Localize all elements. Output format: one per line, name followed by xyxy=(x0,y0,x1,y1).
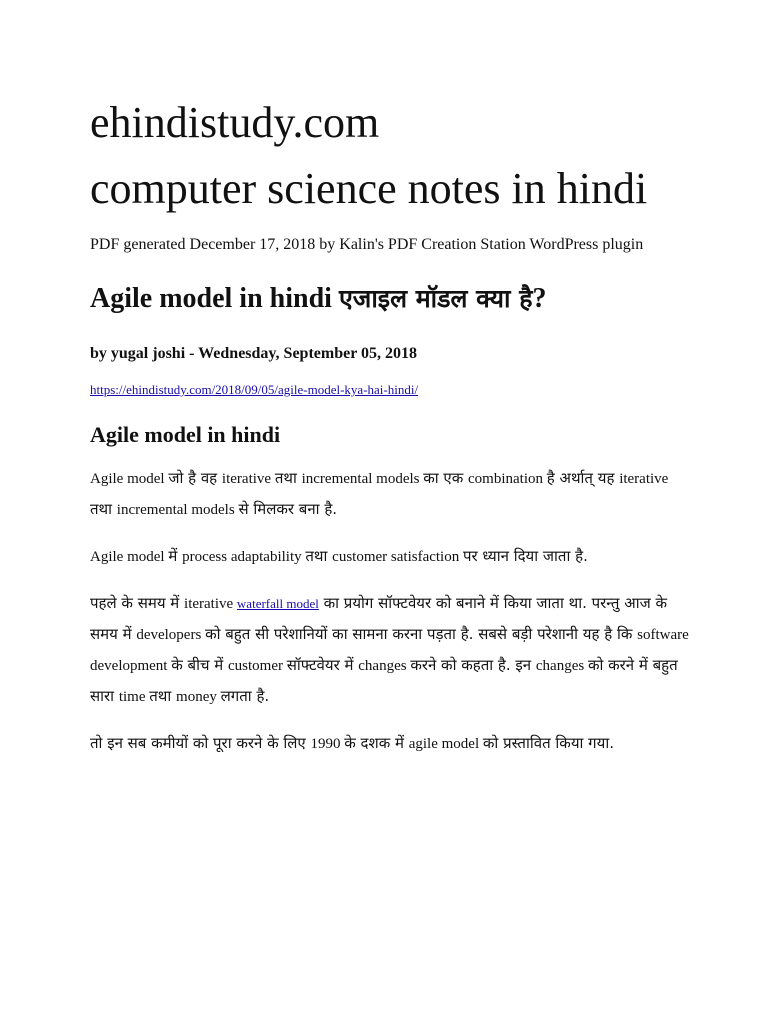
p3-text: time xyxy=(118,689,150,705)
p3-text: पहले के समय में xyxy=(90,594,185,612)
document-page xyxy=(90,96,690,759)
paragraph-2 xyxy=(90,541,690,572)
p1-text: तथा xyxy=(90,500,117,518)
p1-text: Agile model xyxy=(90,471,169,487)
p3-text: करने को कहता है. इन xyxy=(410,656,536,674)
article-title-mark: ? xyxy=(532,283,547,314)
p2-text: पर ध्यान दिया जाता है. xyxy=(462,547,588,565)
p3-text: developers xyxy=(136,627,206,643)
p3-text: लगता है. xyxy=(220,687,270,705)
paragraph-1 xyxy=(90,463,690,525)
source-url-link[interactable]: https://ehindistudy.com/2018/09/05/agile-model-kya-hai-hindi/ xyxy=(90,382,419,397)
p3-text: को करने में बहुत सारा xyxy=(90,656,678,705)
p3-text: का प्रयोग सॉफ्टवेयर को बनाने में किया जाता था. परन्तु आज के समय में xyxy=(90,594,667,643)
p4-text: तो इन सब कमीयों को पूरा करने के लिए xyxy=(90,734,311,752)
p1-text: incremental models xyxy=(116,502,239,518)
p3-text: customer xyxy=(228,658,287,674)
p1-text: से मिलकर बना है. xyxy=(238,500,338,518)
p3-text: सॉफ्टवेयर में xyxy=(286,656,359,674)
paragraph-3 xyxy=(90,588,690,712)
paragraph-4 xyxy=(90,728,690,759)
p1-text: तथा xyxy=(274,469,302,487)
p4-text: के दशक में xyxy=(344,734,409,752)
p1-text: का एक xyxy=(423,469,469,487)
p2-text: तथा xyxy=(305,547,333,565)
p3-text: iterative xyxy=(184,596,237,612)
p3-text: changes xyxy=(358,658,411,674)
article-title xyxy=(90,281,690,317)
p2-text: में xyxy=(168,547,183,565)
site-title: ehindistudy.com xyxy=(90,98,380,147)
p2-text: Agile model xyxy=(90,549,169,565)
p1-text: combination xyxy=(468,471,547,487)
pdf-generation-note: PDF generated December 17, 2018 by Kalin's PDF Creation Station WordPress plugin xyxy=(90,236,644,253)
p4-text: 1990 xyxy=(310,736,345,752)
p2-text: process adaptability xyxy=(182,549,306,565)
p2-text: customer satisfaction xyxy=(332,549,463,565)
article-title-english: Agile model in hindi xyxy=(90,283,339,314)
p1-text: iterative xyxy=(221,471,275,487)
p3-text: को बहुत सी परेशानियों का सामना करना पड़ता है. सबसे बड़ी परेशानी यह है कि xyxy=(205,625,638,643)
byline: by yugal joshi - Wednesday, September 05, 2018 xyxy=(90,345,418,362)
p3-text: changes xyxy=(535,658,588,674)
section-heading: Agile model in hindi xyxy=(90,422,281,447)
p1-text: जो है वह xyxy=(168,469,222,487)
waterfall-model-link[interactable]: waterfall model xyxy=(236,596,319,611)
p1-text: iterative xyxy=(619,471,669,487)
article-title-hindi: एजाइल मॉडल क्या है xyxy=(338,284,533,313)
p1-text: है अर्थात् यह xyxy=(546,469,620,487)
p1-text: incremental models xyxy=(301,471,424,487)
p3-text: software development xyxy=(90,627,689,674)
site-subtitle: computer science notes in hindi xyxy=(90,164,648,213)
p3-text: के बीच में xyxy=(171,656,229,674)
p3-text: तथा xyxy=(149,687,177,705)
p4-text: agile model xyxy=(408,736,483,752)
p3-text: money xyxy=(176,689,221,705)
p4-text: को प्रस्तावित किया गया. xyxy=(482,734,614,752)
